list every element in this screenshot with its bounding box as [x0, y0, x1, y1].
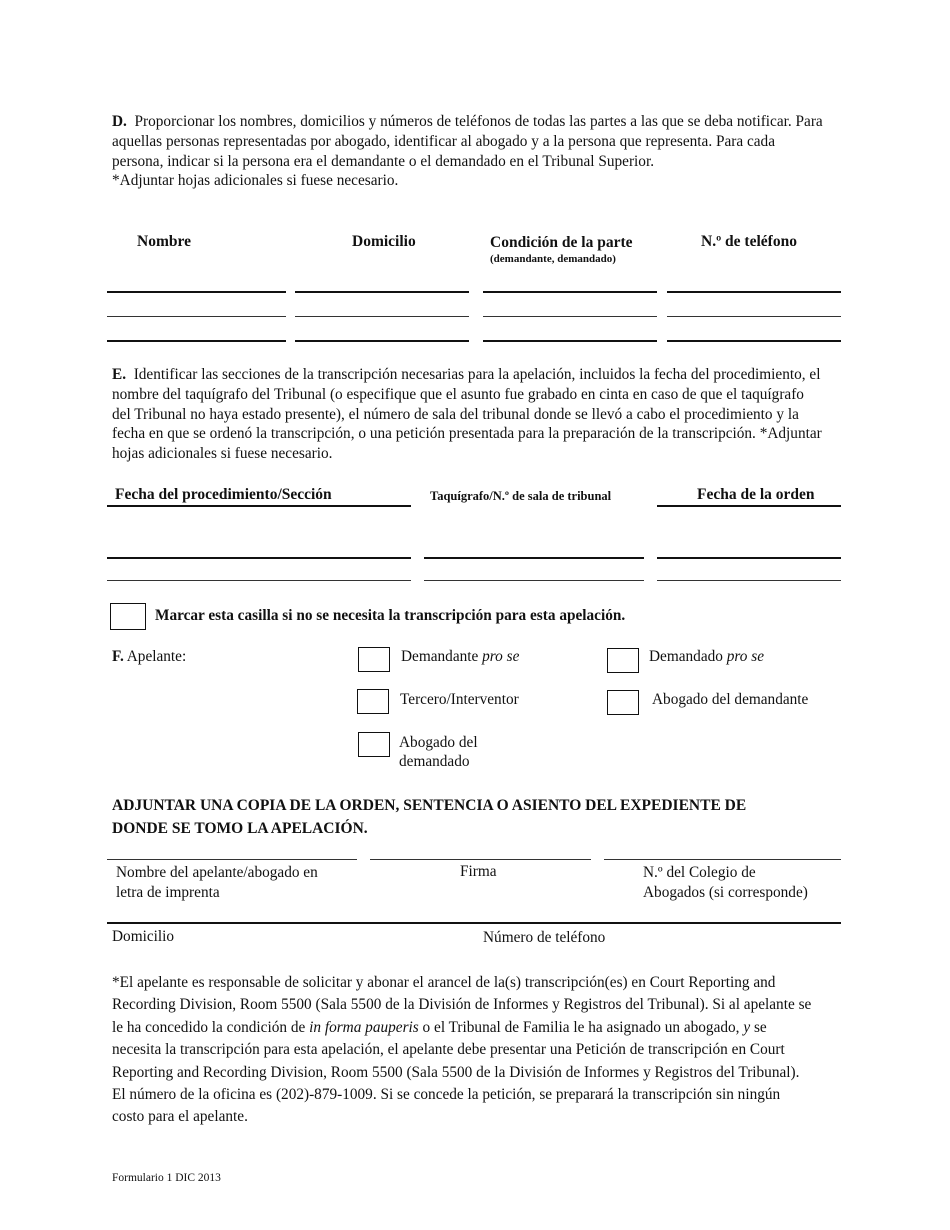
- nombre-apelante-line[interactable]: [107, 859, 357, 860]
- domicilio-telefono-line[interactable]: [107, 922, 841, 924]
- abogado-demandante-label: Abogado del demandante: [652, 691, 809, 708]
- d-line-condicion-2[interactable]: [483, 316, 657, 317]
- d-line-telefono-2[interactable]: [667, 316, 841, 317]
- section-e-body: Identificar las secciones de la transcripción necesarias para la apelación, incluidos la fecha del procedimiento, el nombre del taquígrafo del Tribunal (o especifique que el asunto fue grabado en cinta en caso de que el taquígrafo del Tribunal no haya estado presente), el número de sala del tribunal donde se llevó a cabo el procedimiento y la fecha en que se ordenó la transcripción, o una petición presentada para la preparación de la transcripción. *Adjuntar hojas adicionales si fuese necesario.: [112, 366, 822, 463]
- d-line-domicilio-3[interactable]: [295, 340, 469, 342]
- d-line-domicilio-1[interactable]: [295, 291, 469, 293]
- demandado-pro-se-label: [649, 648, 764, 666]
- attach-notice: [112, 794, 746, 840]
- footnote-part2: o el Tribunal de Familia le ha asignado un abogado,: [418, 1018, 744, 1036]
- d-line-condicion-3[interactable]: [483, 340, 657, 342]
- tercero-interventor-label: Tercero/Interventor: [400, 691, 519, 708]
- abogado-demandado-line1: Abogado del: [399, 734, 478, 751]
- col-condicion-sub: (demandante, demandado): [490, 253, 616, 265]
- demandante-pro-se-checkbox[interactable]: [358, 647, 390, 672]
- d-line-domicilio-2[interactable]: [295, 316, 469, 317]
- abogado-demandante-checkbox[interactable]: [607, 690, 639, 715]
- e-header-underline-fecha: [107, 505, 411, 507]
- demandado-pro-se-italic: pro se: [726, 648, 764, 665]
- section-d-letter: D.: [112, 113, 127, 130]
- attach-line1: ADJUNTAR UNA COPIA DE LA ORDEN, SENTENCIA O ASIENTO DEL EXPEDIENTE DE: [112, 797, 747, 814]
- colegio-line2: Abogados (si corresponde): [643, 883, 808, 901]
- abogado-demandado-checkbox[interactable]: [358, 732, 390, 757]
- section-f-apelante: Apelante:: [126, 648, 187, 665]
- firma-line[interactable]: [370, 859, 591, 860]
- e-line-taquigrafo-2[interactable]: [424, 580, 644, 581]
- nombre-apelante-label: [116, 863, 318, 902]
- section-d-note: *Adjuntar hojas adicionales si fuese necesario.: [112, 172, 399, 190]
- demandante-pro-se-label: [401, 648, 519, 666]
- demandado-pro-se-checkbox[interactable]: [607, 648, 639, 673]
- section-f-label: [112, 648, 186, 666]
- e-line-fecha-2[interactable]: [107, 580, 411, 581]
- demandante-text: Demandante: [401, 648, 479, 665]
- nombre-apelante-line1: Nombre del apelante/abogado en: [116, 864, 318, 881]
- colegio-line[interactable]: [604, 859, 841, 860]
- footnote-italic-y: y: [743, 1018, 751, 1036]
- domicilio-label: Domicilio: [112, 928, 175, 945]
- col-fecha-orden: Fecha de la orden: [697, 486, 815, 503]
- d-line-nombre-2[interactable]: [107, 316, 286, 317]
- col-condicion: Condición de la parte: [490, 234, 633, 251]
- footnote-part1: *El apelante es responsable de solicitar y abonar el arancel de la(s) transcripción(es) en Court Reporting and Recording Division, Room 5500 (Sala 5500 de la División de Informes y Registros del Tribunal). Si al apelante se le ha concedido la condición de: [112, 974, 812, 1036]
- e-line-orden-1[interactable]: [657, 557, 841, 559]
- d-line-telefono-3[interactable]: [667, 340, 841, 342]
- e-line-fecha-1[interactable]: [107, 557, 411, 559]
- col-fecha-procedimiento: Fecha del procedimiento/Sección: [115, 486, 332, 503]
- demandado-text: Demandado: [649, 648, 723, 665]
- e-line-orden-2[interactable]: [657, 580, 841, 581]
- abogado-demandado-line2: demandado: [399, 753, 470, 770]
- col-domicilio: Domicilio: [352, 233, 416, 250]
- d-line-condicion-1[interactable]: [483, 291, 657, 293]
- section-d-text: [112, 112, 824, 191]
- telefono-label: Número de teléfono: [483, 929, 606, 946]
- col-telefono: N.º de teléfono: [701, 233, 797, 250]
- col-taquigrafo: Taquígrafo/N.º de sala de tribunal: [430, 489, 612, 503]
- footnote-in-forma-pauperis: in forma pauperis: [309, 1018, 419, 1036]
- footnote-paragraph: [112, 972, 816, 1129]
- section-e-text: [112, 365, 824, 464]
- d-line-telefono-1[interactable]: [667, 291, 841, 293]
- section-f-letter: F.: [112, 648, 124, 665]
- col-nombre: Nombre: [137, 233, 191, 250]
- firma-label: Firma: [460, 863, 497, 880]
- e-header-underline-orden: [657, 505, 841, 507]
- form-id: Formulario 1 DIC 2013: [112, 1172, 221, 1184]
- e-line-taquigrafo-1[interactable]: [424, 557, 644, 559]
- footnote-part3: se necesita la transcripción para esta apelación, el apelante debe presentar una Petición de transcripción en Court Reporting and Recording Division, Room 5500 (Sala 5500 de la División de Informes y Registros del Tribunal). El número de la oficina es (202)-879-1009. Si se concede la petición, se preparará la transcripción sin ningún costo para el apelante.: [112, 1018, 800, 1126]
- section-e-letter: E.: [112, 366, 127, 383]
- section-d-body: Proporcionar los nombres, domicilios y números de teléfonos de todas las partes a las que se deba notificar. Para aquellas personas representadas por abogado, identificar al abogado y a la persona que representa. Para cada persona, indicar si la persona era el demandante o el demandado en el Tribunal Superior.: [112, 113, 823, 170]
- no-transcript-label: Marcar esta casilla si no se necesita la transcripción para esta apelación.: [155, 607, 626, 624]
- demandante-pro-se-italic: pro se: [482, 648, 520, 665]
- colegio-label: [643, 863, 808, 902]
- abogado-demandado-label: [399, 733, 478, 771]
- no-transcript-checkbox[interactable]: [110, 603, 146, 630]
- attach-line2: DONDE SE TOMO LA APELACIÓN.: [112, 820, 368, 837]
- tercero-interventor-checkbox[interactable]: [357, 689, 389, 714]
- d-line-nombre-1[interactable]: [107, 291, 286, 293]
- nombre-apelante-line2: letra de imprenta: [116, 883, 220, 901]
- colegio-line1: N.º del Colegio de: [643, 864, 756, 881]
- d-line-nombre-3[interactable]: [107, 340, 286, 342]
